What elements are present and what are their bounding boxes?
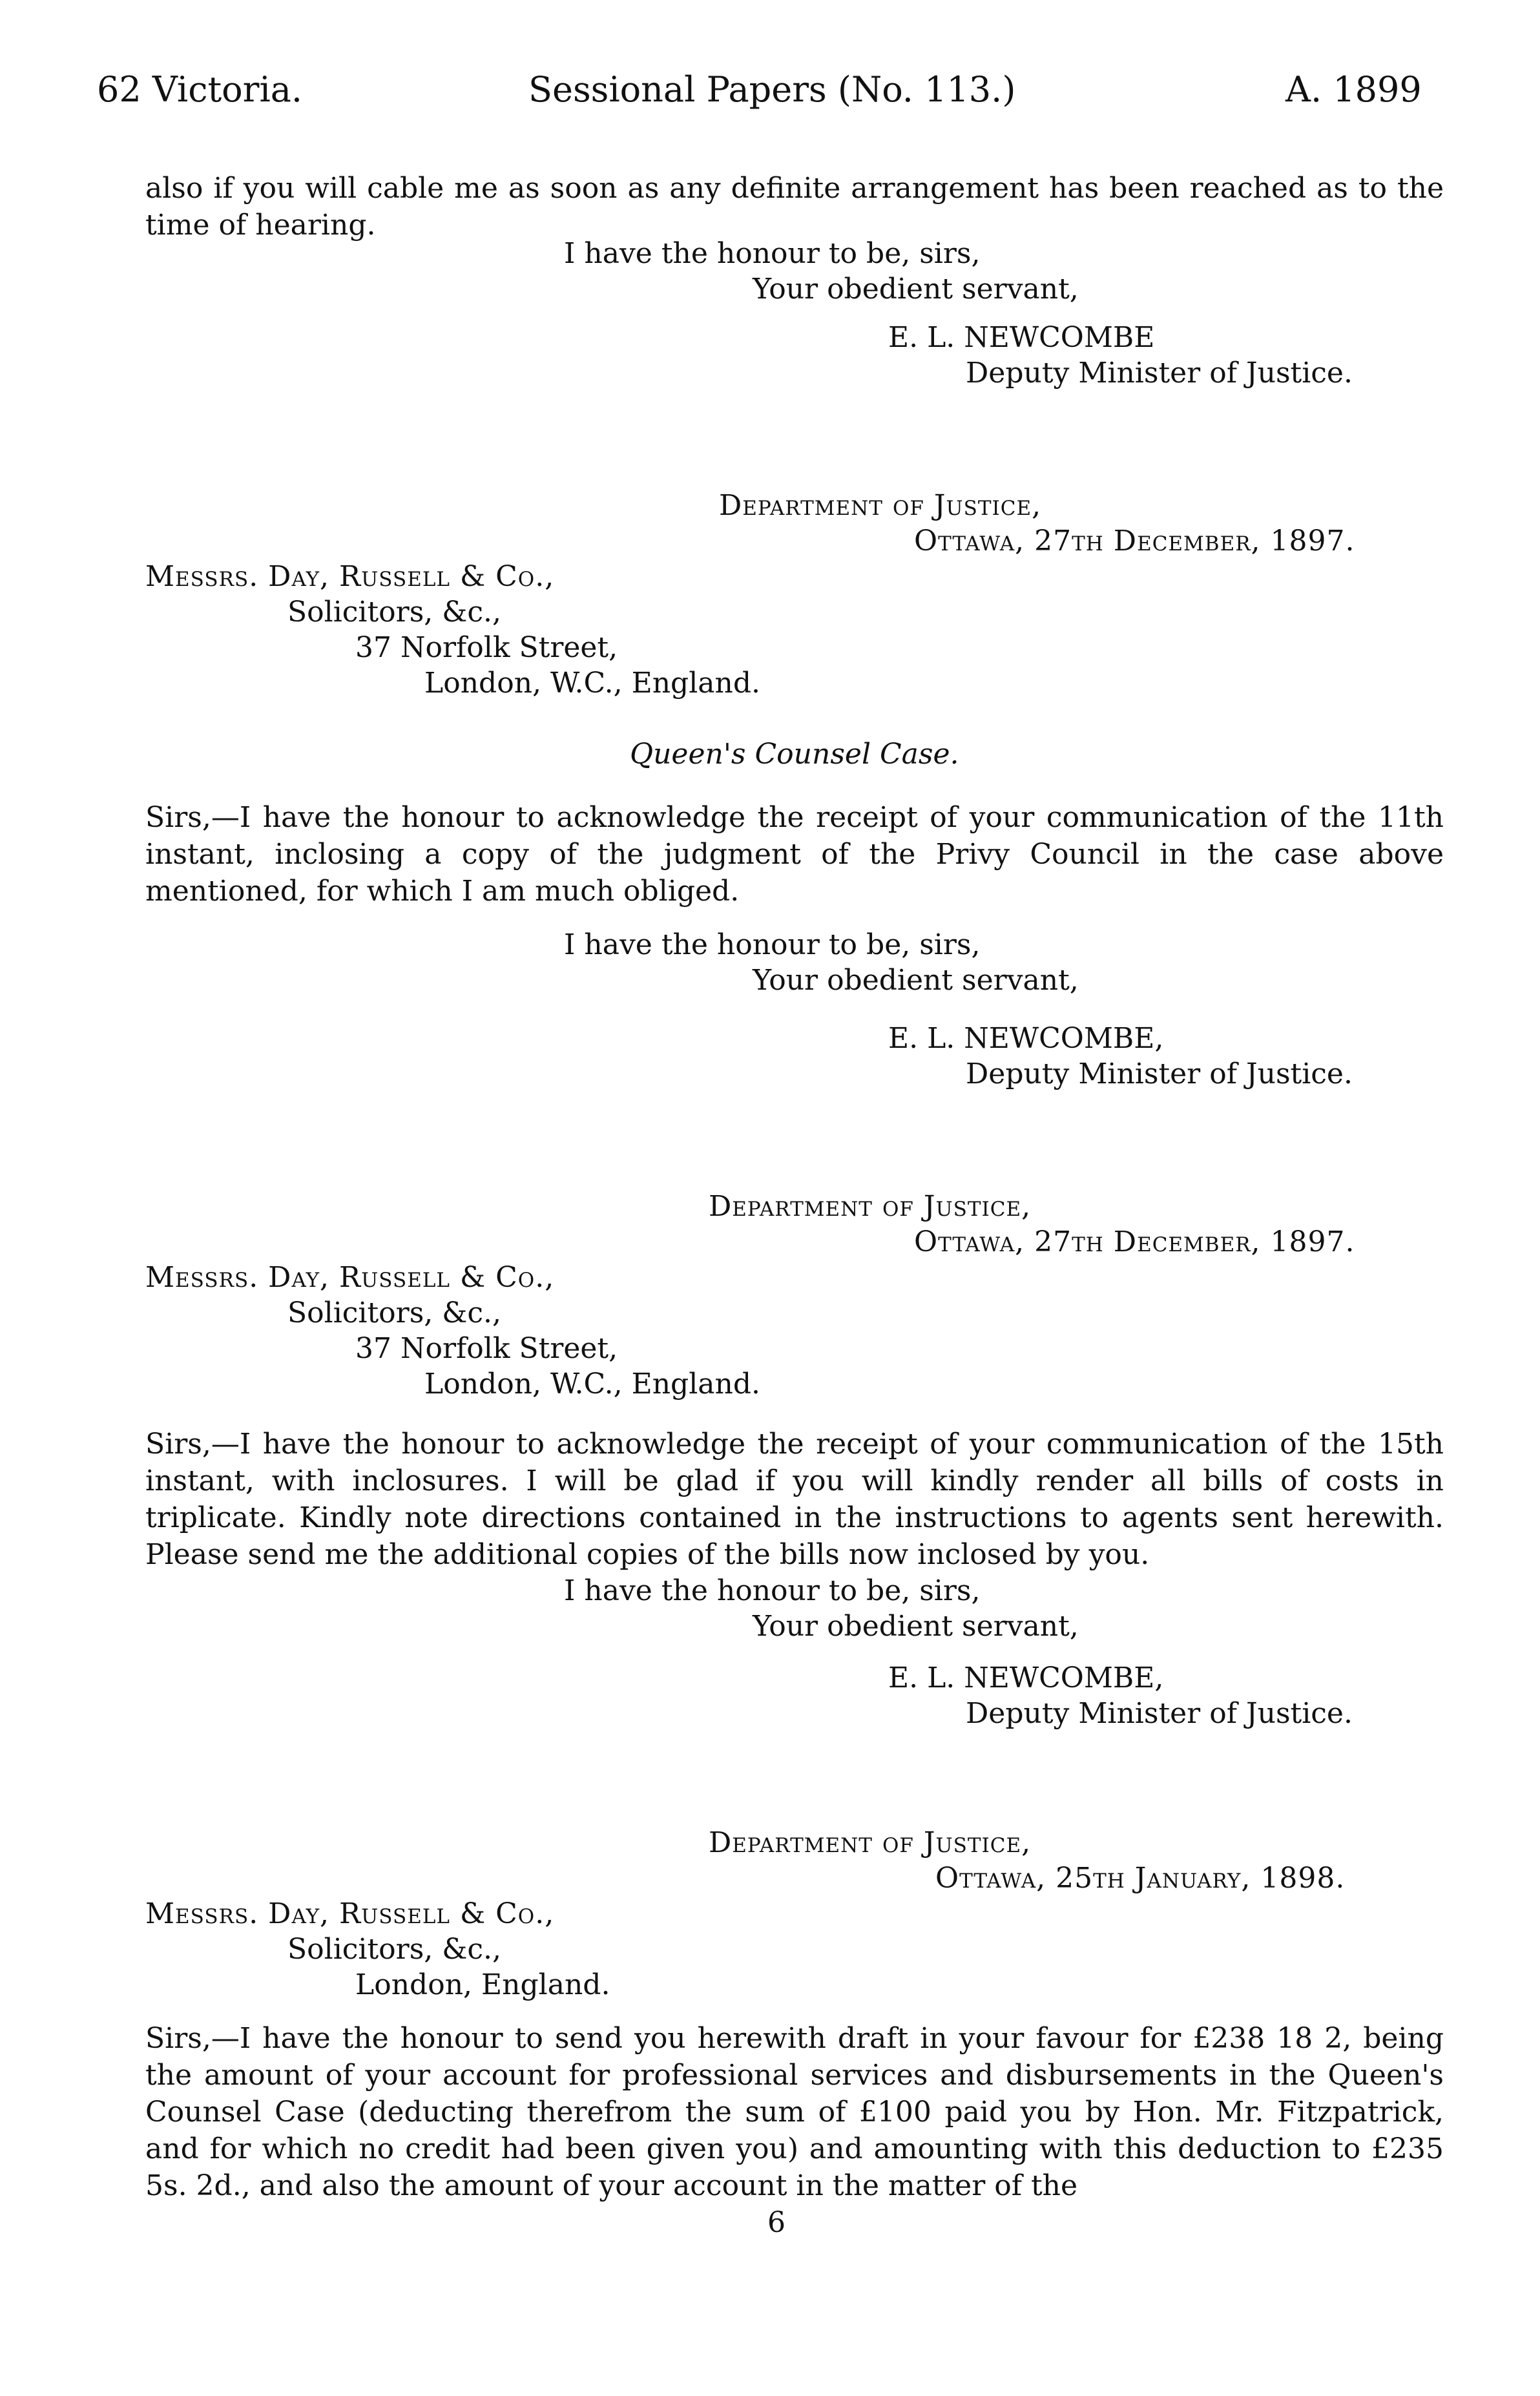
- closing-line: I have the honour to be, sirs,: [564, 237, 981, 270]
- signature-name: E. L. NEWCOMBE,: [888, 1662, 1164, 1694]
- letter-department: Department of Justice,: [709, 1826, 1032, 1859]
- letter-addressee: Messrs. Day, Russell & Co.,: [145, 1261, 555, 1294]
- closing-line: Your obedient servant,: [753, 273, 1079, 306]
- page-number: 6: [767, 2206, 786, 2239]
- closing-line: I have the honour to be, sirs,: [564, 1574, 981, 1607]
- closing-line: I have the honour to be, sirs,: [564, 928, 981, 961]
- running-header-right: A. 1899: [1285, 69, 1422, 110]
- signature-title: Deputy Minister of Justice.: [966, 1697, 1353, 1730]
- letter-department: Department of Justice,: [709, 1190, 1032, 1223]
- letter-address-line: Solicitors, &c.,: [287, 1297, 502, 1329]
- running-header-center: Sessional Papers (No. 113.): [528, 69, 1016, 110]
- signature-title: Deputy Minister of Justice.: [966, 357, 1353, 390]
- letter-address-line: 37 Norfolk Street,: [355, 631, 618, 664]
- signature-title: Deputy Minister of Justice.: [966, 1057, 1353, 1090]
- letter-date: Ottawa, 27th December, 1897.: [914, 1225, 1355, 1258]
- running-header-left: 62 Victoria.: [97, 69, 303, 110]
- closing-line: Your obedient servant,: [753, 964, 1079, 997]
- letter-address-line: London, England.: [355, 1968, 610, 2001]
- letter-address-line: London, W.C., England.: [424, 1368, 761, 1401]
- continuation-paragraph: also if you will cable me as soon as any definite arrangement has been reached as to the time of hearing.: [145, 172, 1444, 242]
- letter-address-line: 37 Norfolk Street,: [355, 1332, 618, 1365]
- signature-name: E. L. NEWCOMBE: [888, 321, 1155, 354]
- letter-department: Department of Justice,: [719, 489, 1042, 522]
- closing-line: Your obedient servant,: [753, 1610, 1079, 1643]
- signature-name: E. L. NEWCOMBE,: [888, 1022, 1164, 1055]
- letter-body: Sirs,—I have the honour to acknowledge the receipt of your communication of the 15th instant, with inclosures. I will be glad if you will kindly render all bills of costs in triplicate. Kindly note directions contained in the instructions to agents sent herewith. Please send me the additional copies of the bills now inclosed by you.: [145, 1428, 1444, 1571]
- letter-date: Ottawa, 27th December, 1897.: [914, 525, 1355, 557]
- letter-body: Sirs,—I have the honour to send you herewith draft in your favour for £238 18 2, being the amount of your account for professional services and disbursements in the Queen's Counsel Case (deducting therefrom the sum of £100 paid you by Hon. Mr. Fitzpatrick, and for which no credit had been given you) and amounting with this deduction to £235 5s. 2d., and also the amount of your account in the matter of the: [145, 2022, 1444, 2202]
- letter-date: Ottawa, 25th January, 1898.: [935, 1862, 1346, 1895]
- letter-addressee: Messrs. Day, Russell & Co.,: [145, 560, 555, 593]
- letter-address-line: London, W.C., England.: [424, 667, 761, 700]
- letter-address-line: Solicitors, &c.,: [287, 1933, 502, 1966]
- letter-body: Sirs,—I have the honour to acknowledge the receipt of your communication of the 11th instant, inclosing a copy of the judgment of the Privy Council in the case above mentioned, for which I am much obliged.: [145, 801, 1444, 908]
- letter-subject: Queen's Counsel Case.: [630, 738, 959, 771]
- letter-addressee: Messrs. Day, Russell & Co.,: [145, 1897, 555, 1930]
- letter-address-line: Solicitors, &c.,: [287, 596, 502, 629]
